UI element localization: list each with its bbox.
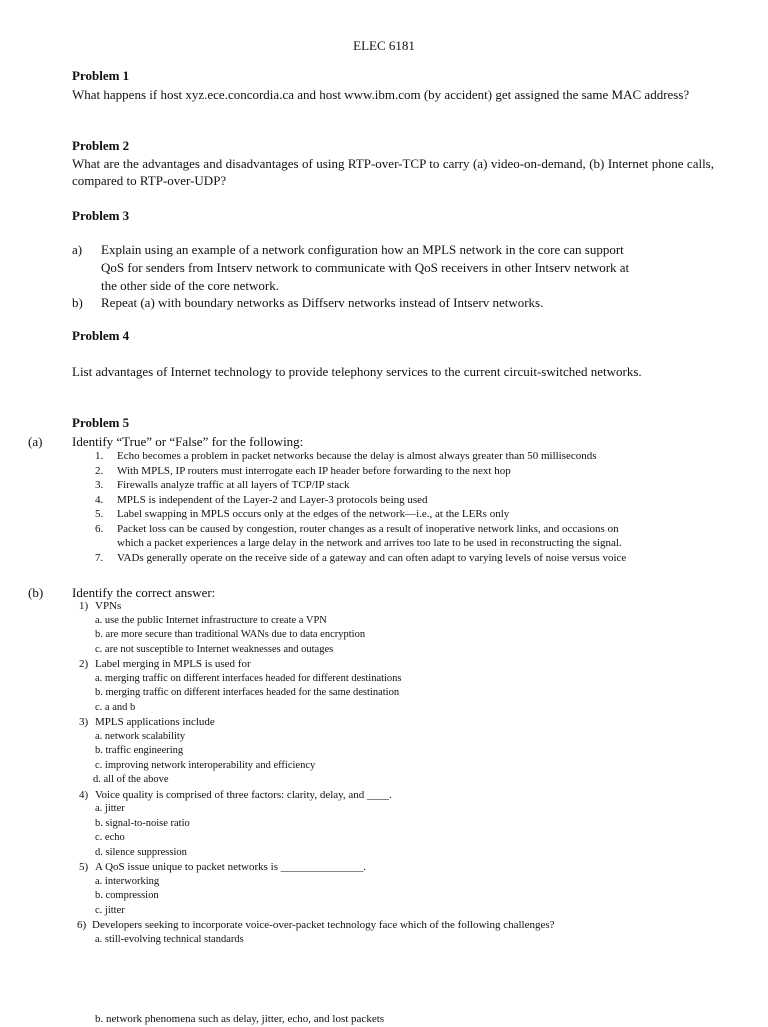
answer-option: c. jitter bbox=[95, 904, 125, 916]
tf-item-text: VADs generally operate on the receive side of a gateway and can often adapt to varying levels of noise versus voice bbox=[117, 551, 627, 564]
problem-3-b-text: Repeat (a) with boundary networks as Diffserv networks instead of Intserv networks. bbox=[101, 295, 544, 310]
tf-item-number: 4. bbox=[95, 493, 104, 506]
problem-4-title: Problem 4 bbox=[72, 328, 130, 343]
answer-option: d. silence suppression bbox=[95, 846, 187, 858]
tf-item-number: 6. bbox=[95, 522, 104, 535]
question-text: Label merging in MPLS is used for bbox=[95, 658, 251, 670]
answer-option: d. all of the above bbox=[93, 774, 169, 785]
tf-item-text: MPLS is independent of the Layer-2 and Layer-3 protocols being used bbox=[117, 493, 428, 506]
answer-option: a. interworking bbox=[95, 875, 160, 887]
answer-option: b. are more secure than traditional WANs due to data encryption bbox=[95, 629, 366, 640]
trailing-option: b. network phenomena such as delay, jitter, echo, and lost packets bbox=[95, 1013, 385, 1025]
question-text: VPNs bbox=[95, 600, 122, 612]
tf-item-number: 1. bbox=[95, 450, 104, 462]
tf-item-number: 3. bbox=[95, 479, 104, 491]
answer-option: a. jitter bbox=[95, 803, 125, 814]
question-number: 6) bbox=[77, 919, 87, 931]
problem-3-a-label: a) bbox=[72, 242, 83, 257]
tf-item-text: Packet loss can be caused by congestion, router changes as a result of inoperative network links, and occasions on bbox=[117, 522, 619, 535]
answer-option: b. merging traffic on different interfaces headed for the same destination bbox=[95, 687, 400, 698]
problem-5-b-intro: Identify the correct answer: bbox=[72, 585, 216, 600]
answer-option: c. echo bbox=[95, 832, 125, 843]
answer-option: a. merging traffic on different interfaces headed for different destinations bbox=[95, 672, 402, 684]
problem-5-a-intro: Identify “True” or “False” for the following: bbox=[72, 434, 304, 449]
answer-option: b. compression bbox=[95, 890, 159, 901]
question-number: 4) bbox=[79, 788, 89, 801]
problem-3-a-line: the other side of the core network. bbox=[101, 278, 279, 293]
answer-option: a. network scalability bbox=[95, 730, 186, 742]
question-number: 1) bbox=[79, 600, 89, 612]
question-number: 2) bbox=[79, 658, 89, 670]
question-text: Developers seeking to incorporate voice-over-packet technology face which of the following challenges? bbox=[92, 919, 555, 931]
tf-item-text: Firewalls analyze traffic at all layers of TCP/IP stack bbox=[117, 479, 350, 491]
problem-3-title: Problem 3 bbox=[72, 208, 130, 223]
problem-5-a-label: (a) bbox=[28, 434, 43, 449]
answer-option: c. a and b bbox=[95, 701, 136, 713]
answer-option: a. use the public Internet infrastructure to create a VPN bbox=[95, 614, 327, 626]
answer-option: b. traffic engineering bbox=[95, 745, 184, 756]
problem-3-a-line: Explain using an example of a network configuration how an MPLS network in the core can support bbox=[101, 242, 624, 257]
problem-1-text: What happens if host xyz.ece.concordia.ca and host www.ibm.com (by accident) get assigned the same MAC address? bbox=[72, 87, 690, 102]
question-number: 5) bbox=[79, 861, 89, 873]
tf-item-text: With MPLS, IP routers must interrogate each IP header before forwarding to the next hop bbox=[117, 464, 511, 477]
answer-option: c. improving network interoperability and efficiency bbox=[95, 759, 316, 771]
problem-5-b-label: (b) bbox=[28, 585, 44, 600]
document-header: ELEC 6181 bbox=[353, 38, 415, 53]
problem-4-text: List advantages of Internet technology to provide telephony services to the current circuit-switched networks. bbox=[72, 364, 642, 379]
tf-item-number: 5. bbox=[95, 508, 104, 520]
problem-1-title: Problem 1 bbox=[72, 68, 130, 83]
problem-2-text: What are the advantages and disadvantages of using RTP-over-TCP to carry (a) video-on-demand, (b) Internet phone calls, compared to RTP-over-UDP? bbox=[72, 156, 714, 188]
tf-item-number: 2. bbox=[95, 464, 104, 477]
question-text: Voice quality is comprised of three factors: clarity, delay, and ____. bbox=[95, 788, 392, 801]
answer-option: a. still-evolving technical standards bbox=[95, 933, 244, 945]
answer-option: b. signal-to-noise ratio bbox=[95, 817, 190, 829]
problem-5-title: Problem 5 bbox=[72, 415, 130, 430]
problem-3-a-line: QoS for senders from Intserv network to communicate with QoS receivers in other Intserv network at bbox=[101, 260, 630, 275]
question-text: A QoS issue unique to packet networks is _______________. bbox=[95, 861, 367, 873]
question-number: 3) bbox=[79, 716, 89, 728]
problem-2-title: Problem 2 bbox=[72, 138, 130, 153]
tf-item-text: Echo becomes a problem in packet networks because the delay is almost always greater than 50 milliseconds bbox=[117, 450, 597, 462]
problem-3-b-label: b) bbox=[72, 295, 83, 310]
answer-option: c. are not susceptible to Internet weaknesses and outages bbox=[95, 643, 334, 655]
question-text: MPLS applications include bbox=[95, 716, 215, 728]
tf-item-text: Label swapping in MPLS occurs only at the edges of the network—i.e., at the LERs only bbox=[117, 508, 510, 520]
tf-item-text: which a packet experiences a large delay in the network and arrives too late to be used in reconstructing the signal. bbox=[117, 537, 622, 549]
tf-item-number: 7. bbox=[95, 551, 104, 564]
